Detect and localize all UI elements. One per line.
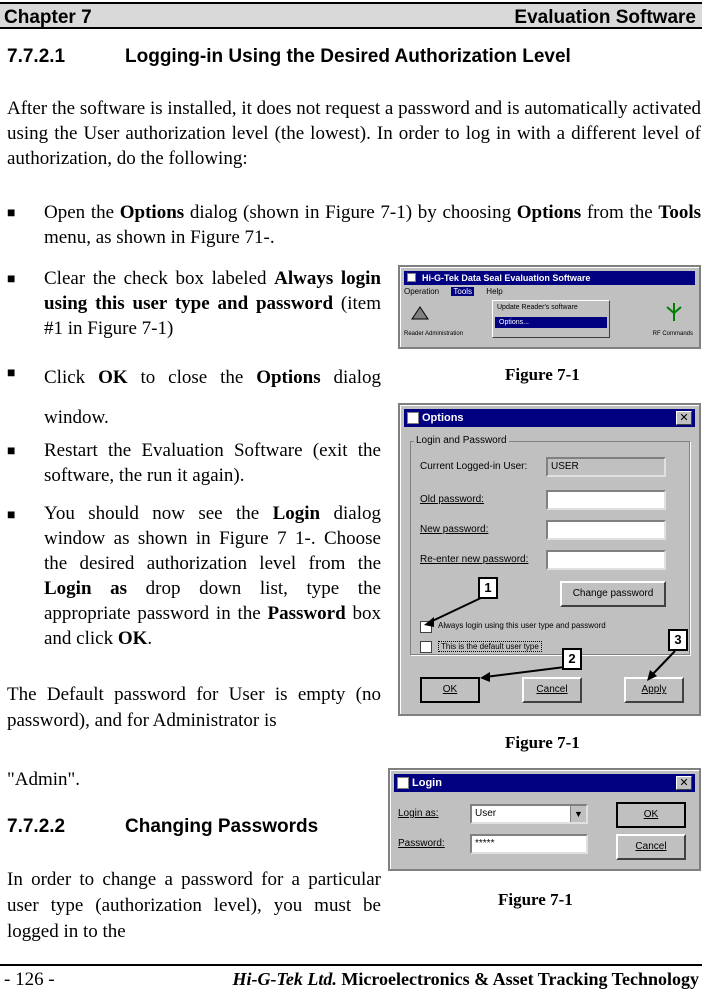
always-login-label: Always login using this user type and password [438,621,606,630]
default-password-admin: "Admin". [7,769,81,790]
bullet-marker: ■ [7,444,16,459]
current-user-label: Current Logged-in User: [420,461,528,472]
close-icon[interactable]: ✕ [676,411,692,425]
login-as-label: Login as: [398,808,439,819]
chapter-label: Chapter 7 [4,7,92,28]
main-window-titlebar: Hi-G-Tek Data Seal Evaluation Software [404,271,695,285]
footer-company: Hi-G-Tek Ltd. Microelectronics & Asset Tracking Technology [232,969,699,989]
ok-button[interactable]: OK [420,677,480,703]
section-number: 7.7.2.2 [7,816,66,837]
footer-rule [0,964,702,966]
menu-help[interactable]: Help [486,287,503,296]
rf-commands-icon[interactable] [663,301,685,323]
chevron-down-icon[interactable]: ▼ [570,806,586,822]
password-label: Password: [398,838,445,849]
page-header [0,2,702,29]
tools-dropdown-menu [492,300,610,338]
reenter-password-label: Re-enter new password: [420,554,529,565]
menu-item-update-reader[interactable]: Update Reader's software [497,304,578,311]
changing-passwords-paragraph: In order to change a password for a particular user type (authorization level), you must be logged in to the [7,869,381,942]
rf-commands-label: RF Commands [652,331,693,337]
current-user-field: USER [546,457,666,477]
section-title: Logging-in Using the Desired Authorization Level [125,46,571,67]
menu-operation[interactable]: Operation [404,287,440,296]
default-password-paragraph: The Default password for User is empty (no password), and for Administrator is [7,684,381,731]
reader-admin-icon[interactable] [410,303,430,321]
default-user-label: This is the default user type [438,641,542,652]
login-cancel-button[interactable]: Cancel [616,834,686,860]
bullet-login-dialog: You should now see the Login dialog window as shown in Figure 7 1-. Choose the desired authorization level from the Login as drop down list, type the appropriate password in the Password box and click OK. [44,503,382,649]
apply-button[interactable]: Apply [624,677,684,703]
figure-main-window [398,265,701,349]
bullet-clear-checkbox: Clear the check box labeled Always login using this user type and password (item #1 in Figure 7-1) [44,268,382,339]
password-input[interactable]: ***** [470,834,588,854]
chapter-title: Evaluation Software [514,7,696,28]
options-dialog [398,403,701,716]
bullet-restart: Restart the Evaluation Software (exit the software, the run it again). [44,440,381,486]
bullet-open-options: Open the Options dialog (shown in Figure 7-1) by choosing Options from the Tools menu, as shown in Figure 71-. [44,202,701,248]
callout-1: 1 [478,577,498,599]
bullet-click-ok: Click OK to close the Options dialog window. [44,367,382,428]
new-password-label: New password: [420,524,489,535]
cancel-button[interactable]: Cancel [522,677,582,703]
section-heading-logging-in [7,46,571,68]
login-ok-button[interactable]: OK [616,802,686,828]
callout-2: 2 [562,648,582,670]
bullet-marker: ■ [7,206,16,221]
bullet-marker: ■ [7,508,16,523]
app-icon [407,273,416,282]
page-number: - 126 - [4,969,55,990]
section-heading-changing-passwords [7,816,318,838]
login-window-icon [397,777,409,789]
options-titlebar: Options ✕ [404,409,695,427]
reader-admin-label: Reader Administration [404,331,464,337]
callout-3: 3 [668,629,688,651]
section-number: 7.7.2.1 [7,46,66,67]
intro-paragraph: After the software is installed, it does not request a password and is automatically activated using the User authorization level (the lowest). In order to log in with a different level of authorization, do the following: [7,98,701,169]
login-dialog [388,768,701,871]
callout-arrows [400,405,699,714]
figure-2-caption: Figure 7-1 [505,733,580,752]
bullet-marker: ■ [7,272,16,287]
bullet-marker: ■ [7,366,16,381]
menu-item-options[interactable]: Options... [495,317,607,328]
login-as-dropdown[interactable]: User ▼ [470,804,588,824]
figure-1-caption: Figure 7-1 [505,365,580,384]
section-title: Changing Passwords [125,816,319,837]
login-titlebar: Login ✕ [394,774,695,792]
change-password-button[interactable]: Change password [560,581,666,607]
main-menubar [404,287,604,299]
close-icon[interactable]: ✕ [676,776,692,790]
old-password-label: Old password: [420,494,484,505]
menu-tools[interactable]: Tools [453,287,473,296]
figure-3-caption: Figure 7-1 [498,890,573,909]
group-label: Login and Password [416,435,507,446]
